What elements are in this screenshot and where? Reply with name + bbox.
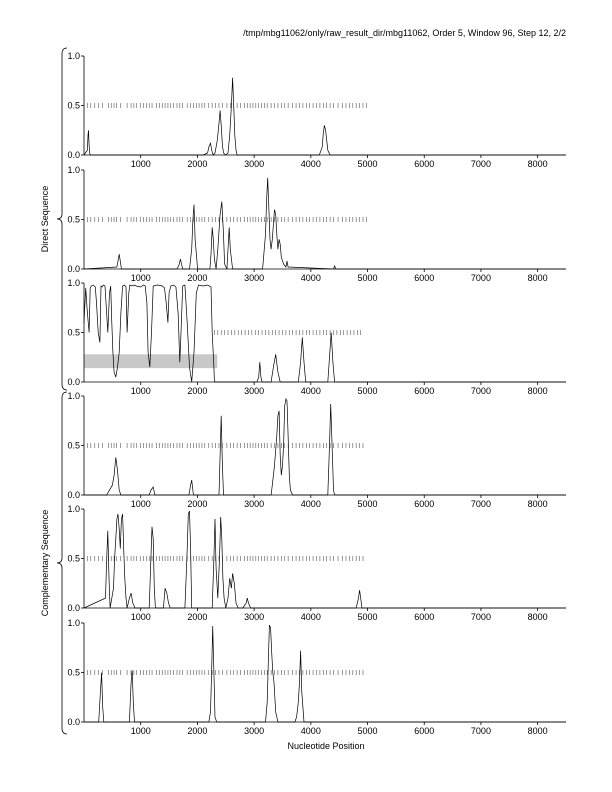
- x-tick-label: 2000: [187, 386, 208, 396]
- x-tick-label: 3000: [244, 159, 265, 169]
- x-tick-label: 5000: [357, 386, 378, 396]
- y-tick-label: 0.0: [67, 377, 80, 387]
- x-tick-label: 2000: [187, 726, 208, 736]
- y-tick-label: 0.5: [67, 214, 80, 225]
- x-tick-label: 5000: [357, 612, 378, 622]
- x-tick-label: 3000: [244, 499, 265, 509]
- x-tick-label: 7000: [470, 159, 491, 169]
- x-tick-label: 1000: [130, 499, 151, 509]
- x-tick-label: 6000: [414, 612, 435, 622]
- x-tick-label: 8000: [527, 273, 548, 283]
- x-tick-label: 4000: [300, 499, 321, 509]
- x-tick-label: 4000: [300, 386, 321, 396]
- x-tick-label: 5000: [357, 159, 378, 169]
- x-tick-label: 7000: [470, 499, 491, 509]
- x-tick-label: 3000: [244, 612, 265, 622]
- x-tick-label: 1000: [130, 726, 151, 736]
- x-tick-label: 6000: [414, 386, 435, 396]
- rug-marks: [87, 217, 366, 222]
- x-tick-label: 6000: [414, 159, 435, 169]
- chart-title: /tmp/mbg11062/only/raw_result_dir/mbg11062, Order 5, Window 96, Step 12, 2/2: [243, 28, 566, 38]
- direct-sequence-brace: [57, 48, 67, 390]
- y-tick-label: 0.0: [67, 717, 80, 727]
- x-tick-label: 6000: [414, 726, 435, 736]
- x-tick-label: 8000: [527, 726, 548, 736]
- x-tick-label: 4000: [300, 273, 321, 283]
- x-tick-label: 2000: [187, 612, 208, 622]
- panel-1: [67, 51, 566, 169]
- x-tick-label: 5000: [357, 726, 378, 736]
- x-tick-label: 4000: [300, 159, 321, 169]
- complementary-sequence-brace: [57, 392, 67, 734]
- x-tick-label: 8000: [527, 612, 548, 622]
- x-axis-label: Nucleotide Position: [287, 741, 365, 751]
- y-tick-label: 1.0: [67, 504, 80, 514]
- x-tick-label: 5000: [357, 273, 378, 283]
- y-tick-label: 1.0: [67, 51, 80, 61]
- x-tick-label: 1000: [130, 159, 151, 169]
- series-line: [84, 78, 566, 155]
- x-tick-label: 1000: [130, 386, 151, 396]
- x-tick-label: 8000: [527, 499, 548, 509]
- rug-marks: [214, 330, 360, 335]
- x-tick-label: 2000: [187, 159, 208, 169]
- panel-4: [67, 391, 566, 509]
- x-tick-label: 3000: [244, 273, 265, 283]
- x-tick-label: 2000: [187, 273, 208, 283]
- panel-3: [67, 278, 566, 396]
- x-tick-label: 8000: [527, 386, 548, 396]
- y-tick-label: 0.5: [67, 440, 80, 451]
- x-tick-label: 6000: [414, 499, 435, 509]
- rug-marks: [87, 103, 366, 108]
- x-tick-label: 4000: [300, 612, 321, 622]
- y-tick-label: 0.0: [67, 603, 80, 613]
- series-line: [84, 178, 566, 269]
- rug-marks: [87, 670, 363, 675]
- complementary-sequence-label: Complementary Sequence: [40, 509, 50, 617]
- x-tick-label: 3000: [244, 726, 265, 736]
- y-tick-label: 1.0: [67, 618, 80, 628]
- x-tick-label: 8000: [527, 159, 548, 169]
- y-tick-label: 1.0: [67, 391, 80, 401]
- rug-marks: [87, 556, 363, 561]
- x-tick-label: 4000: [300, 726, 321, 736]
- panel-5: [67, 504, 566, 622]
- y-tick-label: 0.5: [67, 553, 80, 564]
- x-tick-label: 1000: [130, 273, 151, 283]
- x-tick-label: 7000: [470, 386, 491, 396]
- y-tick-label: 0.0: [67, 490, 80, 500]
- y-tick-label: 0.5: [67, 327, 80, 338]
- panel-6: [67, 618, 566, 736]
- x-tick-label: 3000: [244, 386, 265, 396]
- rug-marks: [87, 443, 363, 448]
- panel-2: [67, 165, 566, 283]
- x-tick-label: 2000: [187, 499, 208, 509]
- y-tick-label: 0.0: [67, 150, 80, 160]
- y-tick-label: 0.5: [67, 667, 80, 678]
- y-tick-label: 1.0: [67, 278, 80, 288]
- panels-container: [67, 51, 566, 736]
- y-tick-label: 0.5: [67, 100, 80, 111]
- x-tick-label: 5000: [357, 499, 378, 509]
- group-braces: [40, 48, 67, 734]
- x-tick-label: 7000: [470, 726, 491, 736]
- x-tick-label: 7000: [470, 273, 491, 283]
- x-tick-label: 7000: [470, 612, 491, 622]
- direct-sequence-label: Direct Sequence: [40, 185, 50, 253]
- y-tick-label: 0.0: [67, 264, 80, 274]
- x-tick-label: 1000: [130, 612, 151, 622]
- x-tick-label: 6000: [414, 273, 435, 283]
- y-tick-label: 1.0: [67, 165, 80, 175]
